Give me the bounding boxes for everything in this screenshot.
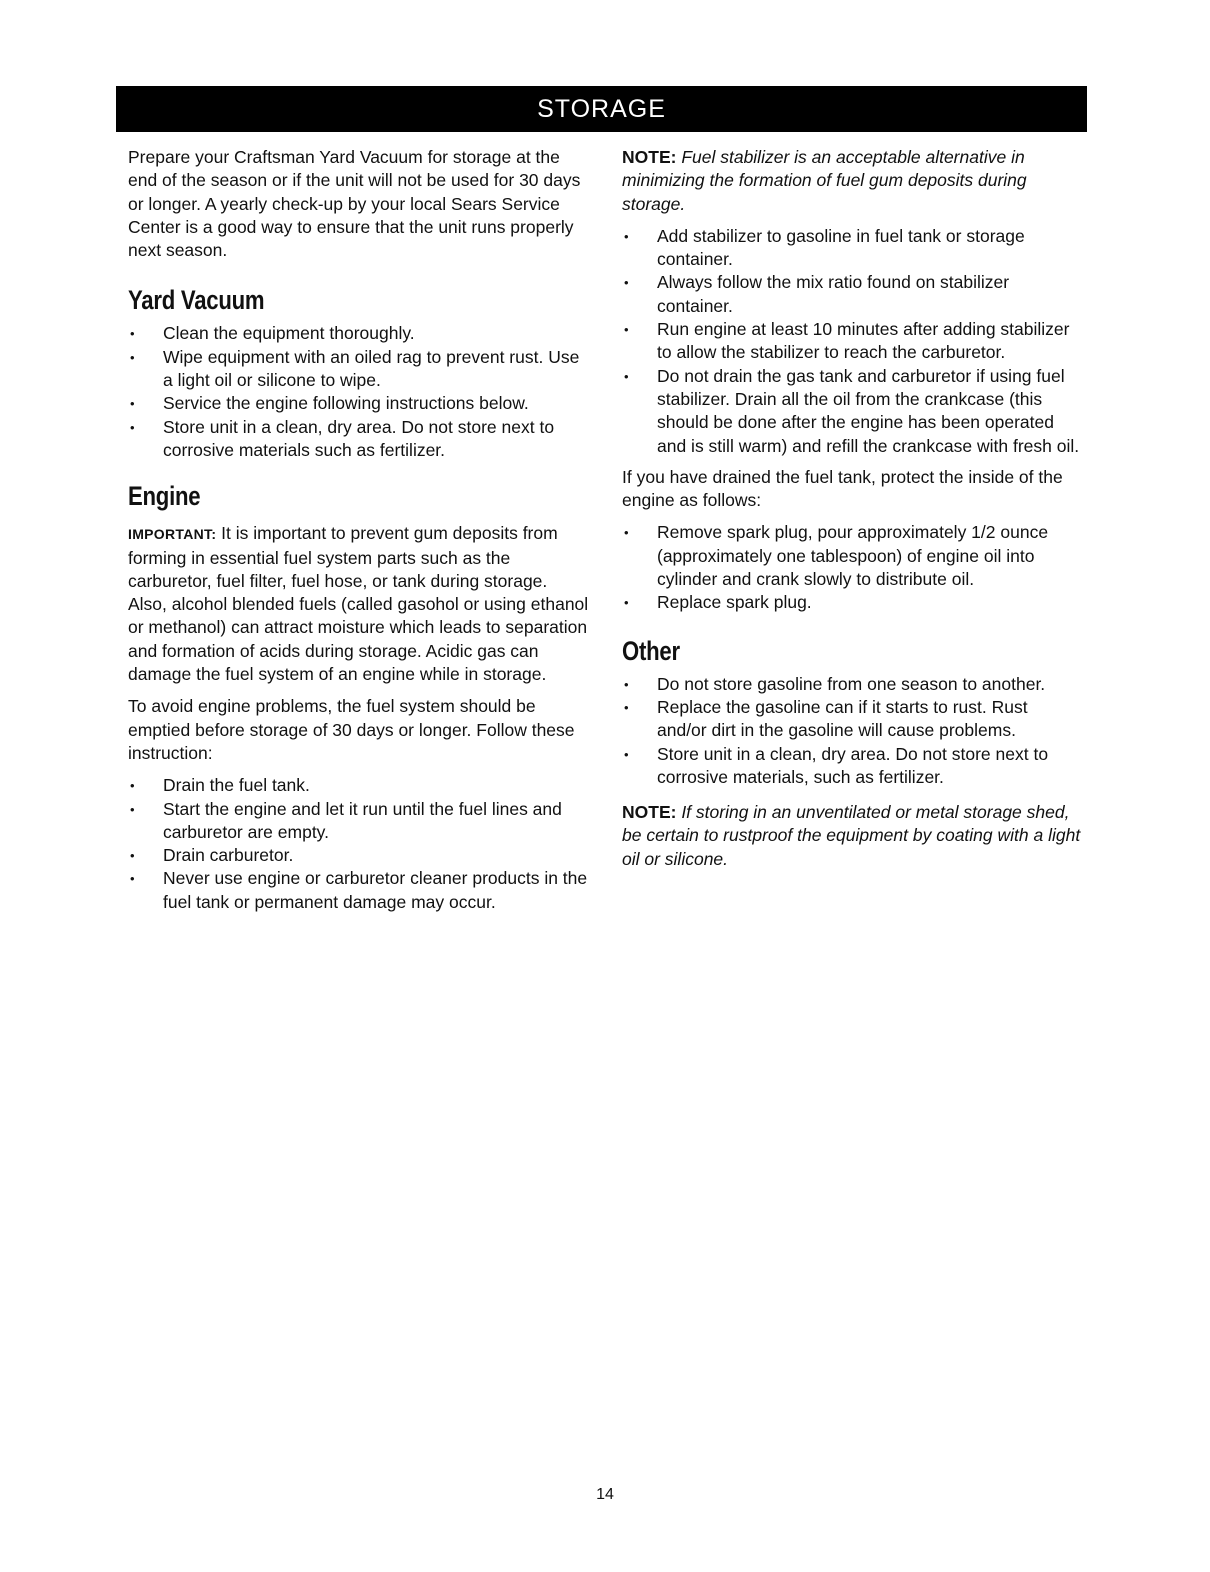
- note-label: NOTE:: [622, 147, 677, 167]
- stabilizer-list: [622, 225, 1082, 458]
- list-item: • Store unit in a clean, dry area. Do not store next to corrosive materials, such as fertilizer.: [622, 743, 1082, 790]
- note-label: NOTE:: [622, 802, 677, 823]
- list-item: • Replace spark plug.: [622, 591, 1082, 614]
- note-text: Fuel stabilizer is an acceptable alternative in minimizing the formation of fuel gum deposits during storage.: [622, 147, 1027, 214]
- page-number: 14: [596, 1486, 614, 1503]
- list-item: • Do not store gasoline from one season to another.: [622, 673, 1082, 696]
- list-item: • Replace the gasoline can if it starts to rust. Rust and/or dirt in the gasoline will cause problems.: [622, 696, 1082, 743]
- list-item: • Store unit in a clean, dry area. Do not store next to corrosive materials such as fertilizer.: [128, 416, 590, 463]
- intro-paragraph: Prepare your Craftsman Yard Vacuum for storage at the end of the season or if the unit will not be used for 30 days or longer. A yearly check-up by your local Sears Service Center is a good way to ensure that the unit runs properly next season.: [128, 147, 581, 261]
- right-column: [622, 146, 1082, 880]
- list-item: • Start the engine and let it run until the fuel lines and carburetor are empty.: [128, 798, 590, 845]
- avoid-paragraph: To avoid engine problems, the fuel system should be emptied before storage of 30 days or longer. Follow these instruction:: [128, 696, 575, 763]
- list-item: • Drain the fuel tank.: [128, 774, 590, 797]
- important-label: IMPORTANT:: [128, 526, 217, 543]
- engine-list: [128, 774, 590, 914]
- note-paragraph: [622, 146, 1082, 216]
- list-item: • Do not drain the gas tank and carburetor if using fuel stabilizer. Drain all the oil from the crankcase (this should be done after the engine has been operated and is still warm) and refill the crankcase with fresh oil.: [622, 365, 1082, 458]
- engine-heading: Engine: [128, 481, 201, 512]
- note-text: If storing in an unventilated or metal storage shed, be certain to rustproof the equipment by coating with a light oil or silicone.: [622, 802, 1081, 869]
- list-item: • Clean the equipment thoroughly.: [128, 322, 590, 345]
- left-column: [128, 146, 590, 922]
- list-item: • Drain carburetor.: [128, 844, 590, 867]
- list-item: • Add stabilizer to gasoline in fuel tank or storage container.: [622, 225, 1082, 272]
- section-title-banner: STORAGE: [116, 86, 1087, 132]
- yard-vacuum-list: [128, 322, 590, 462]
- list-item: • Wipe equipment with an oiled rag to prevent rust. Use a light oil or silicone to wipe.: [128, 346, 590, 393]
- drained-list: [622, 521, 1082, 614]
- drained-paragraph: If you have drained the fuel tank, protect the inside of the engine as follows:: [622, 466, 1063, 511]
- other-heading: Other: [622, 635, 680, 666]
- note-paragraph-2: [622, 801, 1082, 871]
- yard-vacuum-heading: Yard Vacuum: [128, 285, 265, 316]
- list-item: • Never use engine or carburetor cleaner products in the fuel tank or permanent damage may occur.: [128, 867, 590, 914]
- important-text: It is important to prevent gum deposits from forming in essential fuel system parts such as the carburetor, fuel filter, fuel hose, or tank during storage. Also, alcohol blended fuels (called gasohol or using ethanol or methanol) can attract moisture which leads to separation and formation of acids during storage. Acidic gas can damage the fuel system of an engine while in storage.: [128, 523, 589, 685]
- list-item: • Run engine at least 10 minutes after adding stabilizer to allow the stabilizer to reach the carburetor.: [622, 318, 1082, 365]
- list-item: • Service the engine following instructions below.: [128, 392, 590, 415]
- list-item: • Remove spark plug, pour approximately 1/2 ounce (approximately one tablespoon) of engine oil into cylinder and crank slowly to distribute oil.: [622, 521, 1082, 591]
- list-item: • Always follow the mix ratio found on stabilizer container.: [622, 271, 1082, 318]
- other-list: [622, 673, 1082, 789]
- important-paragraph: [128, 522, 590, 686]
